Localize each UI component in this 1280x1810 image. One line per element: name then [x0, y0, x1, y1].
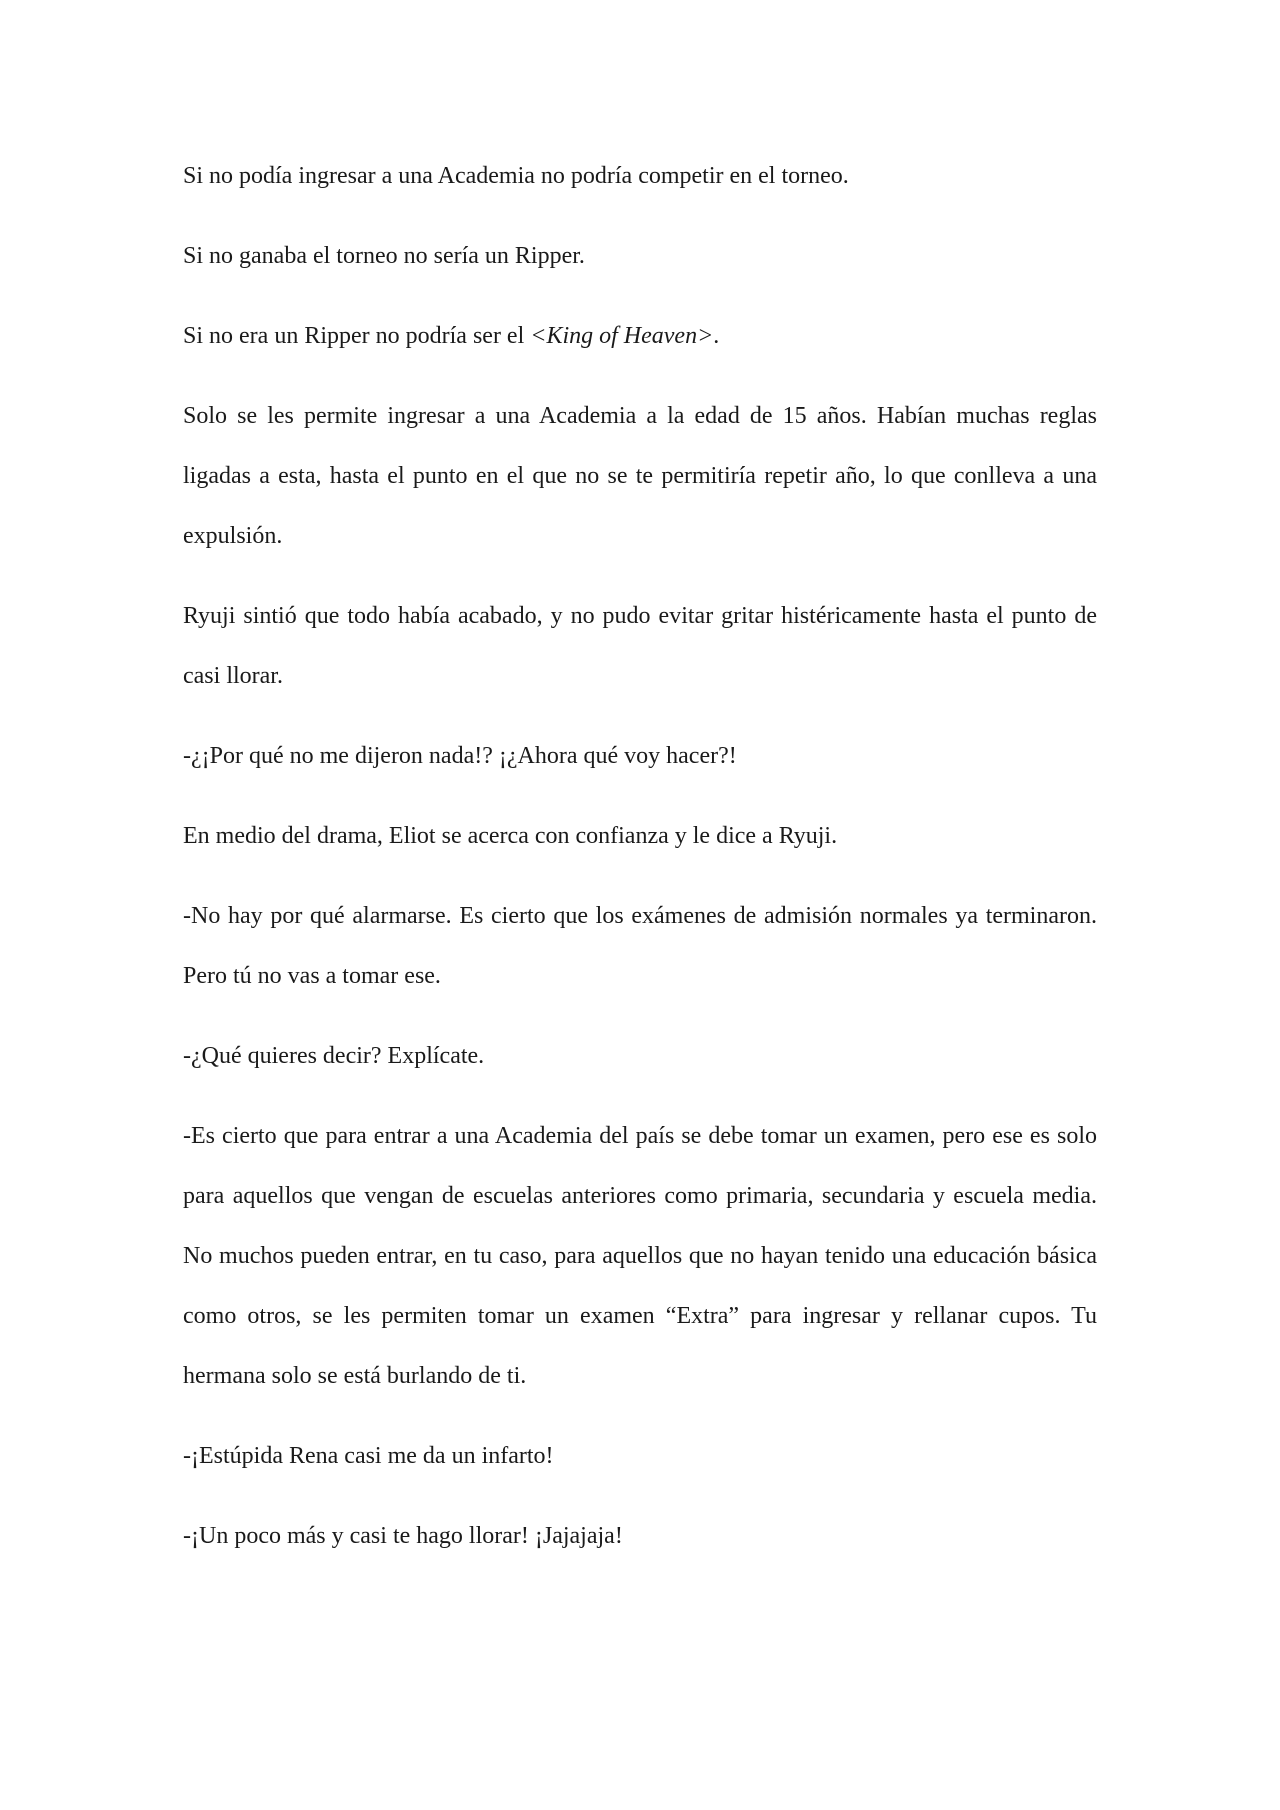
dialogue-ryuji-3: -¡Estúpida Rena casi me da un infarto!: [183, 1443, 554, 1469]
paragraph-3-text: Si no era un Ripper no podría ser el: [183, 323, 531, 349]
paragraph-3: [183, 306, 1097, 366]
dialogue-eliot-1: -No hay por qué alarmarse. Es cierto que los exámenes de admisión normales ya terminaron. Pero tú no vas a tomar ese.: [183, 903, 1097, 989]
dialogue-ryuji-1: -¿¡Por qué no me dijeron nada!? ¡¿Ahora qué voy hacer?!: [183, 743, 737, 769]
paragraph-7: En medio del drama, Eliot se acerca con confianza y le dice a Ryuji.: [183, 823, 838, 849]
dialogue-eliot-2: -Es cierto que para entrar a una Academia del país se debe tomar un examen, pero ese es solo para aquellos que vengan de escuelas anteriores como primaria, secundaria y escuela media. No muchos pueden entrar, en tu caso, para aquellos que no hayan tenido una educación básica como otros, se les permiten tomar un examen “Extra” para ingresar y rellanar cupos. Tu hermana solo se está burlando de ti.: [183, 1123, 1097, 1389]
paragraph-1: Si no podía ingresar a una Academia no podría competir en el torneo.: [183, 163, 849, 189]
paragraph-5: Ryuji sintió que todo había acabado, y no pudo evitar gritar histéricamente hasta el punto de casi llorar.: [183, 603, 1097, 689]
paragraph-4: Solo se les permite ingresar a una Academia a la edad de 15 años. Habían muchas reglas ligadas a esta, hasta el punto en el que no se te permitiría repetir año, lo que conlleva a una expulsión.: [183, 403, 1097, 549]
paragraph-2: Si no ganaba el torneo no sería un Ripper.: [183, 243, 585, 269]
king-of-heaven-title: <King of Heaven>: [530, 323, 714, 349]
paragraph-3-end: .: [713, 323, 720, 349]
dialogue-rena-1: -¡Un poco más y casi te hago llorar! ¡Jajajaja!: [183, 1523, 623, 1549]
dialogue-ryuji-2: -¿Qué quieres decir? Explícate.: [183, 1043, 485, 1069]
document-page: [183, 146, 1097, 1586]
